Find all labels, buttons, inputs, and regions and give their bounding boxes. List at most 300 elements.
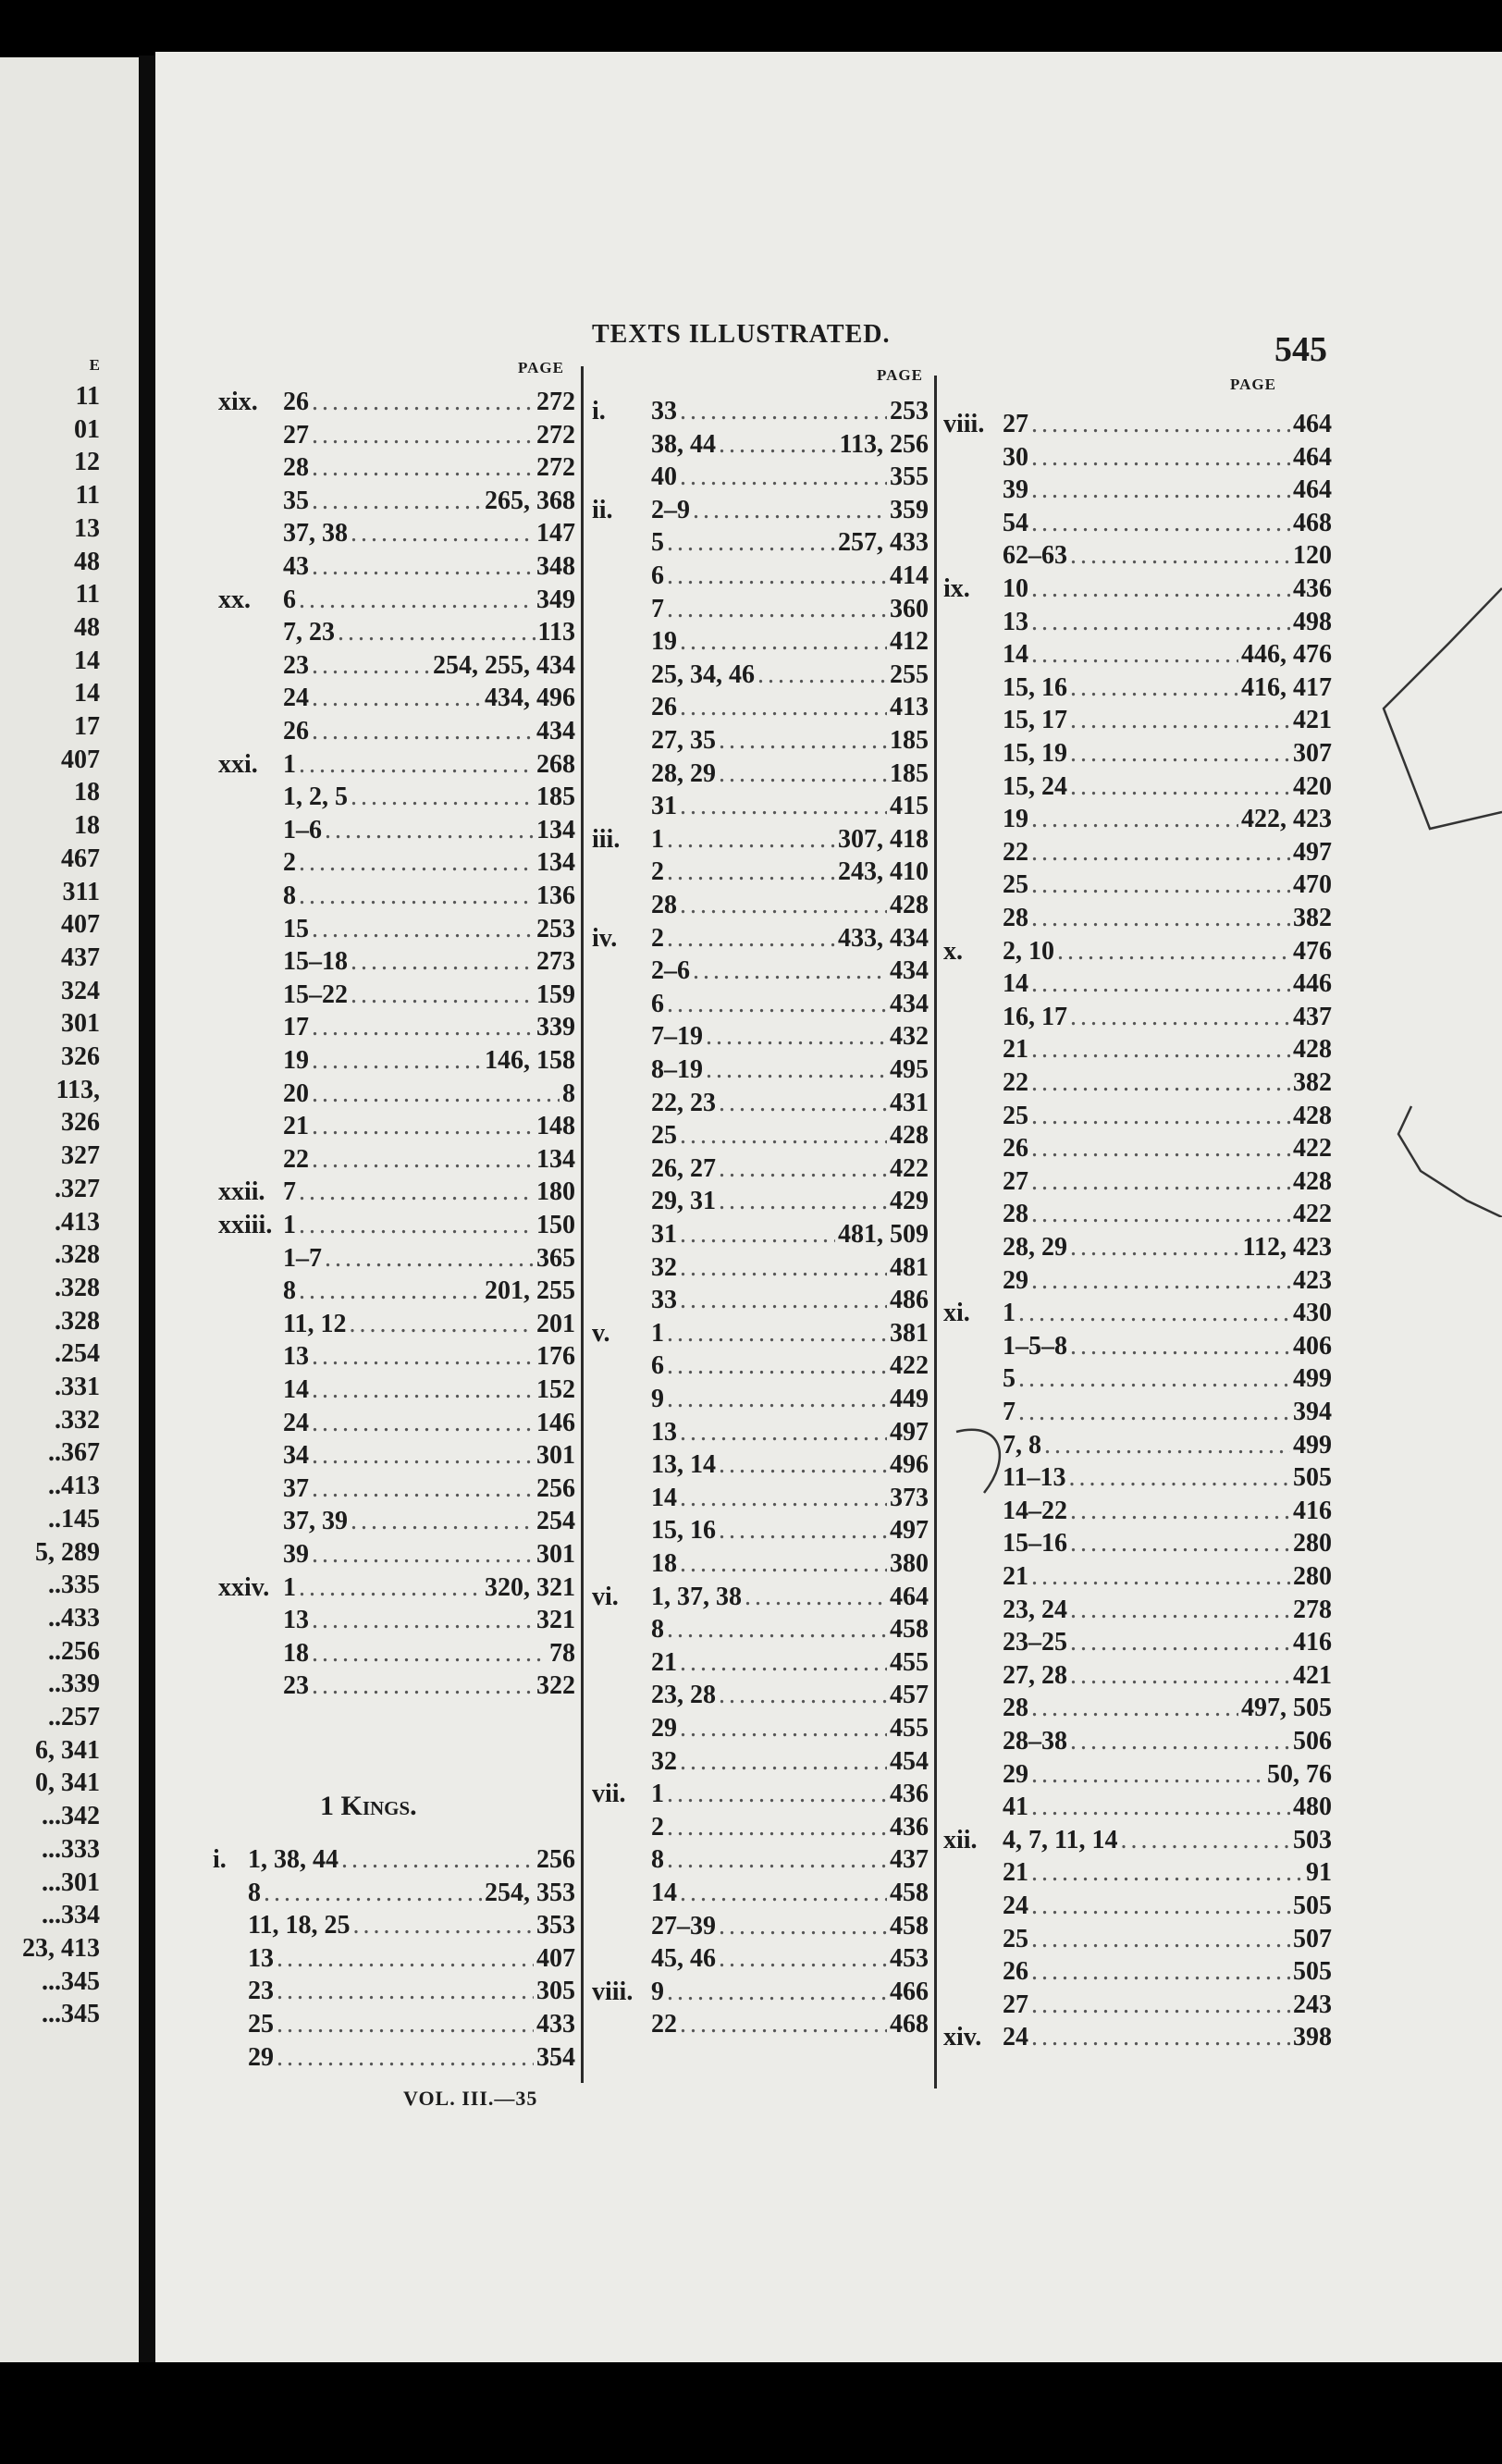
page-reference: 498	[1293, 607, 1332, 636]
left-page-fragment-line: ..413	[48, 1472, 100, 1501]
dot-leader	[680, 396, 887, 427]
index-entry	[943, 738, 1332, 770]
verse-reference: 18	[651, 1549, 677, 1578]
verse-reference: 20	[283, 1078, 309, 1108]
verse-reference: 16, 17	[1003, 1002, 1067, 1031]
dot-leader	[667, 1779, 887, 1810]
index-entry	[218, 716, 575, 747]
page-reference: 134	[536, 1144, 575, 1174]
left-page-fragment-line: 407	[61, 910, 100, 940]
dot-leader	[312, 551, 534, 583]
chapter-numeral: viii.	[592, 1977, 634, 2006]
dot-leader	[1070, 705, 1290, 736]
verse-reference: 25	[248, 2010, 274, 2039]
dot-leader	[1057, 936, 1290, 967]
verse-reference: 14	[651, 1879, 677, 1907]
verse-reference: 14	[283, 1375, 309, 1404]
index-entry	[943, 1101, 1332, 1132]
verse-reference: 31	[651, 1220, 677, 1249]
verse-reference: 2	[283, 848, 296, 878]
index-entry	[218, 1012, 575, 1043]
index-entry	[592, 955, 929, 987]
page-reference: 458	[890, 1911, 929, 1940]
dot-leader	[667, 1977, 887, 2008]
dot-leader	[325, 1243, 534, 1275]
verse-reference: 11, 12	[283, 1309, 347, 1338]
dot-leader	[1031, 1101, 1290, 1132]
verse-reference: 34	[283, 1441, 309, 1471]
dot-leader	[351, 782, 534, 813]
index-entry	[218, 1177, 575, 1208]
verse-reference: 21	[1003, 1035, 1028, 1065]
index-entry	[218, 387, 575, 418]
left-page-fragment-line: 11	[75, 382, 100, 411]
page-reference: 455	[890, 1714, 929, 1743]
page-reference: 256	[536, 1473, 575, 1503]
dot-leader	[745, 1582, 887, 1613]
index-entry	[592, 1417, 929, 1448]
verse-reference: 21	[1003, 1562, 1028, 1591]
dot-leader	[264, 1878, 482, 1909]
index-entry	[943, 1956, 1332, 1988]
left-page-fragment-line: 326	[61, 1108, 100, 1138]
index-entry	[943, 1792, 1332, 1823]
dot-leader	[667, 561, 887, 592]
left-page-fragment-line: ..335	[48, 1571, 100, 1600]
page-reference: 481	[890, 1252, 929, 1282]
dot-leader	[312, 1012, 534, 1043]
page-reference: 273	[536, 947, 575, 977]
scan-bottom-edge	[0, 2362, 1502, 2464]
index-entry	[592, 725, 929, 757]
verse-reference: 7, 23	[283, 618, 335, 647]
verse-reference: 28	[1003, 904, 1028, 932]
dot-leader	[719, 429, 837, 461]
page-reference: 436	[1293, 574, 1332, 603]
chapter-numeral: iii.	[592, 824, 621, 854]
verse-reference: 26	[1003, 1134, 1028, 1164]
page-reference: 458	[890, 1615, 929, 1645]
dot-leader	[277, 1976, 534, 2007]
page-reference: 431	[890, 1088, 929, 1117]
dot-leader	[1070, 1002, 1290, 1033]
verse-reference: 15–18	[283, 947, 348, 977]
page-reference: 112, 423	[1242, 1233, 1332, 1262]
verse-reference: 1	[283, 749, 296, 779]
dot-leader	[680, 1417, 887, 1448]
verse-reference: 23, 24	[1003, 1595, 1067, 1624]
dot-leader	[719, 1186, 887, 1217]
page-reference: 272	[536, 420, 575, 450]
page-reference: 253	[890, 397, 929, 425]
dot-leader	[680, 626, 887, 658]
verse-reference: 13	[283, 1342, 309, 1372]
dot-leader	[312, 486, 482, 517]
page-reference: 497	[890, 1516, 929, 1546]
page-reference: 497, 505	[1241, 1694, 1332, 1723]
dot-leader	[667, 856, 835, 888]
dot-leader	[1070, 1627, 1290, 1658]
dot-leader	[680, 791, 887, 822]
dot-leader	[277, 1943, 534, 1975]
page-reference: 406	[1293, 1331, 1332, 1361]
index-entry	[218, 1374, 575, 1406]
index-entry	[218, 782, 575, 813]
page-reference: 257, 433	[838, 528, 929, 558]
dot-leader	[680, 1285, 887, 1316]
right-page	[155, 52, 1502, 2368]
index-entry	[592, 758, 929, 790]
verse-reference: 23	[283, 650, 309, 680]
dot-leader	[719, 725, 887, 757]
dot-leader	[667, 594, 887, 625]
page-reference: 354	[536, 2042, 575, 2072]
verse-reference: 29	[1003, 1759, 1028, 1789]
page-reference: 407	[536, 1943, 575, 1973]
index-entry	[943, 1759, 1332, 1791]
dot-leader	[1070, 1331, 1290, 1362]
page-reference: 280	[1293, 1529, 1332, 1558]
page-reference: 499	[1293, 1364, 1332, 1394]
index-entry	[592, 1943, 929, 1975]
dot-leader	[299, 1177, 534, 1208]
verse-reference: 28	[651, 891, 677, 919]
chapter-numeral: xix.	[218, 388, 258, 416]
dot-leader	[325, 815, 534, 846]
dot-leader	[693, 495, 887, 526]
verse-reference: 41	[1003, 1793, 1028, 1822]
verse-reference: 14	[651, 1483, 677, 1512]
page-reference: 497	[890, 1417, 929, 1447]
dot-leader	[1031, 1693, 1238, 1724]
index-entry	[592, 527, 929, 559]
page-reference: 446, 476	[1241, 640, 1332, 670]
dot-leader	[1031, 804, 1238, 835]
page-reference: 486	[890, 1286, 929, 1315]
verse-reference: 11–13	[1003, 1463, 1066, 1493]
dot-leader	[1031, 607, 1290, 638]
page-reference: 415	[890, 792, 929, 821]
verse-reference: 28, 29	[651, 758, 716, 788]
dot-leader	[719, 758, 887, 790]
verse-reference: 8	[651, 1845, 664, 1875]
index-entry	[592, 1483, 929, 1514]
dot-leader	[1031, 1067, 1290, 1099]
verse-reference: 33	[651, 1286, 677, 1315]
verse-reference: 33	[651, 397, 677, 425]
verse-reference: 1	[651, 1780, 664, 1809]
index-entry	[218, 1341, 575, 1373]
left-page-fragment-line: 17	[74, 712, 100, 741]
dot-leader	[1070, 1595, 1290, 1626]
page-reference: 176	[536, 1342, 575, 1372]
verse-reference: 1	[1003, 1299, 1016, 1328]
left-page-fragment-line: ...301	[42, 1867, 100, 1897]
verse-reference: 23, 28	[651, 1681, 716, 1710]
page-reference: 150	[536, 1211, 575, 1239]
index-entry	[943, 607, 1332, 638]
index-entry	[592, 692, 929, 723]
left-page-fragment-line: ...333	[42, 1834, 100, 1864]
index-entry	[943, 1166, 1332, 1198]
page-reference: 394	[1293, 1398, 1332, 1426]
verse-reference: 32	[651, 1746, 677, 1776]
dot-leader	[1070, 1726, 1290, 1757]
verse-reference: 31	[651, 792, 677, 821]
page-reference: 307	[1293, 739, 1332, 768]
page-reference: 428	[1293, 1101, 1332, 1130]
verse-reference: 29	[1003, 1265, 1028, 1295]
left-page-fragment-line: 327	[61, 1141, 100, 1171]
chapter-numeral: vii.	[592, 1780, 626, 1809]
index-entry	[592, 989, 929, 1020]
page-reference: 437	[1293, 1002, 1332, 1031]
dot-leader	[680, 2009, 887, 2040]
page-reference: 421	[1293, 706, 1332, 735]
chapter-numeral: ix.	[943, 574, 970, 603]
verse-reference: 22	[1003, 837, 1028, 867]
dot-leader	[1031, 474, 1290, 506]
page-reference: 457	[890, 1681, 929, 1710]
page-reference: 434	[890, 956, 929, 986]
dot-leader	[312, 650, 430, 682]
dot-leader	[680, 1548, 887, 1580]
left-page-fragment-line: 5, 289	[35, 1537, 100, 1567]
dot-leader	[312, 1638, 547, 1669]
dot-leader	[1031, 442, 1290, 474]
dot-leader	[680, 462, 887, 493]
left-page-fragment-line: 301	[61, 1009, 100, 1039]
index-entry	[218, 551, 575, 583]
page-reference: 421	[1293, 1660, 1332, 1690]
dot-leader	[312, 1539, 534, 1571]
left-page-fragment-line: 23, 413	[22, 1933, 100, 1963]
index-entry	[592, 594, 929, 625]
dot-leader	[1031, 903, 1290, 934]
index-entry	[218, 1670, 575, 1702]
left-page-fragment-line: ...334	[42, 1901, 100, 1930]
page-reference: 466	[890, 1977, 929, 2006]
page-reference: 429	[890, 1187, 929, 1216]
index-entry	[218, 1275, 575, 1307]
page-reference: 180	[536, 1177, 575, 1207]
index-entry	[213, 1976, 575, 2007]
index-entry	[218, 1144, 575, 1176]
index-entry	[943, 1891, 1332, 1922]
chapter-numeral: xii.	[943, 1825, 978, 1854]
page-reference: 278	[1293, 1595, 1332, 1624]
verse-reference: 26, 27	[651, 1153, 716, 1183]
dot-leader	[667, 923, 835, 955]
index-entry	[592, 1548, 929, 1580]
page-reference: 136	[536, 881, 575, 910]
page-reference: 365	[536, 1243, 575, 1273]
column-rule-2	[934, 376, 937, 2088]
index-entry	[943, 705, 1332, 736]
left-page-fragment-line: 113,	[55, 1075, 100, 1104]
page-reference: 381	[890, 1318, 929, 1348]
page-reference: 272	[536, 388, 575, 416]
verse-reference: 29, 31	[651, 1187, 716, 1216]
dot-leader	[706, 1054, 887, 1086]
dot-leader	[1031, 1561, 1290, 1593]
dot-leader	[1018, 1397, 1290, 1428]
dot-leader	[299, 1210, 534, 1241]
dot-leader	[277, 2009, 534, 2040]
dot-leader	[1031, 837, 1290, 869]
index-entry	[592, 429, 929, 461]
index-entry	[943, 1265, 1332, 1297]
index-entry	[943, 804, 1332, 835]
index-entry	[943, 2022, 1332, 2053]
left-page-fragment-line: 0, 341	[35, 1768, 100, 1798]
index-entry	[943, 1825, 1332, 1856]
index-entry	[218, 1243, 575, 1275]
verse-reference: 23	[248, 1977, 274, 2006]
index-entry	[218, 979, 575, 1011]
index-entry	[592, 856, 929, 888]
page-reference: 254	[536, 1507, 575, 1536]
left-page-fragment-line: 48	[74, 612, 100, 642]
page-reference: 416	[1293, 1496, 1332, 1525]
page-reference: 432	[890, 1022, 929, 1052]
page-reference: 412	[890, 627, 929, 657]
page-reference: 428	[890, 891, 929, 919]
index-entry	[592, 1713, 929, 1744]
page-reference: 134	[536, 848, 575, 878]
page-reference: 464	[1293, 442, 1332, 472]
index-entry	[592, 561, 929, 592]
verse-reference: 11, 18, 25	[248, 1911, 351, 1940]
verse-reference: 22	[651, 2010, 677, 2039]
index-entry	[943, 837, 1332, 869]
verse-reference: 9	[651, 1977, 664, 2006]
verse-reference: 4, 7, 11, 14	[1003, 1825, 1118, 1854]
verse-reference: 37, 38	[283, 519, 348, 548]
index-entry	[943, 1199, 1332, 1230]
column-3-page-heading: PAGE	[1230, 376, 1276, 393]
index-entry	[592, 2009, 929, 2040]
page-reference: 120	[1293, 541, 1332, 571]
page-reference: 322	[536, 1671, 575, 1701]
page-reference: 495	[890, 1055, 929, 1084]
page-reference: 476	[1293, 936, 1332, 966]
verse-reference: 38, 44	[651, 429, 716, 459]
index-entry	[592, 1844, 929, 1876]
dot-leader	[1031, 2022, 1290, 2053]
dot-leader	[693, 955, 887, 987]
page-reference: 152	[536, 1375, 575, 1404]
index-entry	[943, 1857, 1332, 1889]
page-number: 545	[1274, 330, 1327, 369]
verse-reference: 23–25	[1003, 1628, 1067, 1657]
page-reference: 339	[536, 1013, 575, 1042]
chapter-numeral: xxi.	[218, 749, 258, 779]
index-entry	[592, 1318, 929, 1349]
dot-leader	[1031, 1166, 1290, 1198]
index-entry	[592, 1779, 929, 1810]
pencil-curl-mark	[947, 1421, 1030, 1504]
page-reference: 355	[890, 462, 929, 492]
verse-reference: 26	[283, 717, 309, 745]
dot-leader	[351, 518, 534, 549]
index-entry	[943, 1528, 1332, 1559]
dot-leader	[299, 881, 534, 912]
page-reference: 185	[890, 758, 929, 788]
dot-leader	[312, 914, 534, 945]
verse-reference: 13	[651, 1417, 677, 1447]
index-entry	[218, 1605, 575, 1636]
page-reference: 243, 410	[838, 857, 929, 887]
verse-reference: 25	[1003, 870, 1028, 900]
index-entry	[218, 420, 575, 451]
index-entry	[943, 869, 1332, 901]
verse-reference: 1	[283, 1572, 296, 1602]
verse-reference: 25	[651, 1121, 677, 1151]
dot-leader	[1031, 508, 1290, 539]
dot-leader	[667, 1350, 887, 1382]
index-entry	[218, 1111, 575, 1142]
verse-reference: 22	[1003, 1068, 1028, 1097]
dot-leader	[719, 1943, 887, 1975]
index-entry	[218, 585, 575, 616]
left-page-fragment-line: 11	[75, 481, 100, 511]
index-entry	[592, 626, 929, 658]
index-entry	[592, 791, 929, 822]
index-entry	[592, 1285, 929, 1316]
verse-reference: 27–39	[651, 1911, 716, 1940]
left-page-fragment-line: ...342	[42, 1802, 100, 1831]
index-entry	[943, 442, 1332, 474]
page-reference: 433, 434	[838, 923, 929, 953]
left-page-fragment-line: ..433	[48, 1603, 100, 1632]
page-reference: 301	[536, 1441, 575, 1471]
left-page-fragment-line: ..257	[48, 1703, 100, 1731]
page-reference: 497	[1293, 837, 1332, 867]
page-reference: 280	[1293, 1562, 1332, 1591]
index-entry	[943, 1232, 1332, 1263]
left-page-fragment-line: .327	[55, 1174, 100, 1203]
verse-reference: 15, 17	[1003, 706, 1067, 735]
index-entry	[943, 1133, 1332, 1164]
verse-reference: 30	[1003, 442, 1028, 472]
page-reference: 507	[1293, 1924, 1332, 1953]
chapter-numeral: xi.	[943, 1299, 970, 1328]
page-reference: 320, 321	[485, 1572, 575, 1602]
dot-leader	[299, 749, 534, 781]
left-page-fragment-line: .413	[55, 1207, 100, 1237]
index-entry	[592, 1812, 929, 1843]
page-reference: 434	[890, 989, 929, 1018]
page-reference: 506	[1293, 1727, 1332, 1756]
page-reference: 159	[536, 979, 575, 1009]
index-entry	[943, 936, 1332, 967]
page-reference: 113, 256	[839, 429, 929, 459]
index-entry	[592, 1021, 929, 1053]
index-entry	[218, 486, 575, 517]
page-reference: 420	[1293, 771, 1332, 801]
index-entry	[218, 518, 575, 549]
index-entry	[592, 1977, 929, 2008]
dot-leader	[667, 1384, 887, 1415]
verse-reference: 15, 19	[1003, 739, 1067, 768]
dot-leader	[667, 1844, 887, 1876]
verse-reference: 45, 46	[651, 1944, 716, 1974]
dot-leader	[680, 1746, 887, 1778]
dot-leader	[1070, 738, 1290, 770]
dot-leader	[299, 847, 534, 879]
index-entry	[592, 396, 929, 427]
